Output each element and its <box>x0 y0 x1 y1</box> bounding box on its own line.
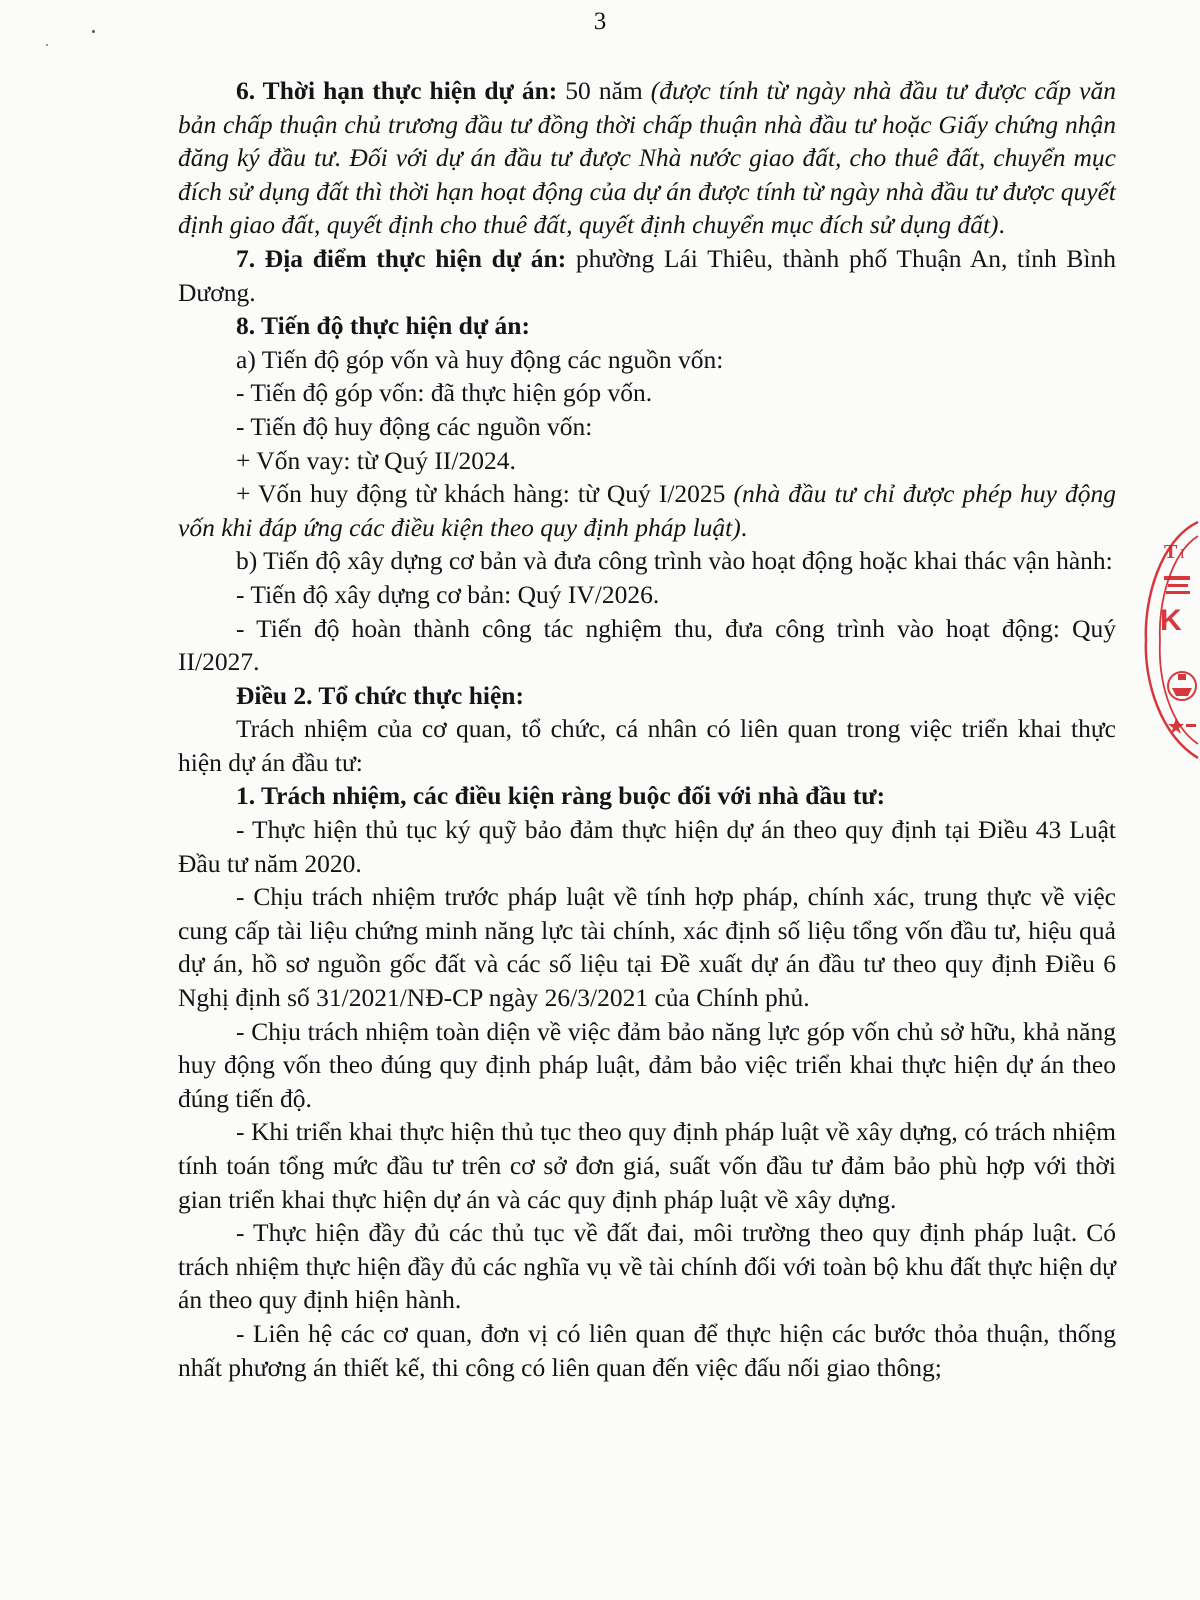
section-8a-customer <box>178 477 1116 544</box>
list-item: - Thực hiện thủ tục ký quỹ bảo đảm thực hiện dự án theo quy định tại Điều 43 Luật Đầu tư năm 2020. <box>178 815 1116 878</box>
section-6-label: 6. Thời hạn thực hiện dự án: <box>236 76 558 105</box>
section-8a-mobilization: - Tiến độ huy động các nguồn vốn: <box>236 411 593 441</box>
svg-text:I: I <box>1180 547 1185 562</box>
list-item: - Khi triển khai thực hiện thủ tục theo quy định pháp luật về xây dựng, có trách nhiệm tính toán tổng mức đầu tư trên cơ sở đơn giá, suất vốn đầu tư đảm bảo phù hợp với thời gian triển khai thực hiện dự án và các quy định pháp luật về xây dựng. <box>178 1117 1116 1214</box>
svg-text:K: K <box>1160 604 1182 637</box>
section-8b-heading: b) Tiến độ xây dựng cơ bản và đưa công trình vào hoạt động hoặc khai thác vận hành: <box>236 546 1113 576</box>
list-item: - Chịu trách nhiệm toàn diện về việc đảm bảo năng lực góp vốn chủ sở hữu, khả năng huy động vốn theo đúng quy định pháp luật, đảm bảo việc triển khai thực hiện dự án theo đúng tiến độ. <box>178 1016 1116 1113</box>
section-8a-customer-note: (nhà đầu tư chỉ được phép huy động vốn khi đáp ứng các điều kiện theo quy định pháp luật) <box>178 479 1117 542</box>
section-8a-contribution: - Tiến độ góp vốn: đã thực hiện góp vốn. <box>236 378 653 408</box>
list-item: - Thực hiện đầy đủ các thủ tục về đất đai, môi trường theo quy định pháp luật. Có trách nhiệm thực hiện đầy đủ các nghĩa vụ về tài chính đối với toàn bộ khu đất thực hiện dự án theo quy định hiện hành. <box>178 1218 1116 1315</box>
section-8a-loan: + Vốn vay: từ Quý II/2024. <box>236 445 516 475</box>
article-2-heading-text: Điều 2. Tổ chức thực hiện: <box>236 680 524 710</box>
article-2-intro: Trách nhiệm của cơ quan, tổ chức, cá nhân có liên quan trong việc triển khai thực hiện dự án đầu tư: <box>178 714 1116 777</box>
section-6-value: 50 năm <box>557 76 651 105</box>
section-7-value: phường Lái Thiêu, thành phố Thuận An, tỉnh Bình Dương. <box>178 243 1116 307</box>
section-6-note: (được tính từ ngày nhà đầu tư được cấp văn bản chấp thuận chủ trương đầu tư đồng thời chấp thuận nhà đầu tư hoặc Giấy chứng nhận đăng ký đầu tư. Đối với dự án đầu tư được Nhà nước giao đất, cho thuê đất, chuyển mục đích sử dụng đất thì thời hạn hoạt động của dự án được tính từ ngày nhà đầu tư được quyết định giao đất, quyết định cho thuê đất, quyết định chuyển mục đích sử dụng đất) <box>178 76 1116 240</box>
article-2-sub1-heading-text: 1. Trách nhiệm, các điều kiện ràng buộc đối với nhà đầu tư: <box>236 781 886 811</box>
section-8a-customer-text: + Vốn huy động từ khách hàng: từ Quý I/2025 <box>236 479 734 509</box>
section-7-label: 7. Địa điểm thực hiện dự án: <box>236 243 567 273</box>
document-body <box>178 74 1116 1384</box>
section-7-paragraph <box>178 242 1116 309</box>
section-8b-completion: - Tiến độ hoàn thành công tác nghiệm thu, đưa công trình vào hoạt động: Quý II/2027. <box>178 613 1116 677</box>
section-8b-construction: - Tiến độ xây dựng cơ bản: Quý IV/2026. <box>236 579 660 609</box>
page-number: 3 <box>593 8 607 35</box>
section-6-paragraph <box>178 74 1116 242</box>
official-seal-partial <box>1140 520 1200 760</box>
section-8-heading <box>178 309 1116 343</box>
section-6-end: . <box>998 210 1005 240</box>
svg-text:T: T <box>1164 541 1178 563</box>
section-8a-heading: a) Tiến độ góp vốn và huy động các nguồn vốn: <box>236 344 724 374</box>
article-2-sub1-heading <box>178 779 1116 813</box>
list-item: - Liên hệ các cơ quan, đơn vị có liên quan để thực hiện các bước thỏa thuận, thống nhất phương án thiết kế, thi công có liên quan đến việc đấu nối giao thông; <box>178 1318 1116 1382</box>
article-2-heading <box>178 679 1116 713</box>
scan-speck <box>46 44 48 46</box>
section-8a-customer-end: . <box>740 512 748 542</box>
list-item: - Chịu trách nhiệm trước pháp luật về tính hợp pháp, chính xác, trung thực về việc cung cấp tài liệu chứng minh năng lực tài chính, xác định số liệu tổng vốn đầu tư, hiệu quả dự án, hồ sơ nguồn gốc đất và các số liệu tại Đề xuất dự án đầu tư theo quy định Điều 6 Nghị định số 31/2021/NĐ-CP ngày 26/3/2021 của Chính phủ. <box>178 882 1116 1013</box>
section-8-heading-text: 8. Tiến độ thực hiện dự án: <box>236 311 530 341</box>
